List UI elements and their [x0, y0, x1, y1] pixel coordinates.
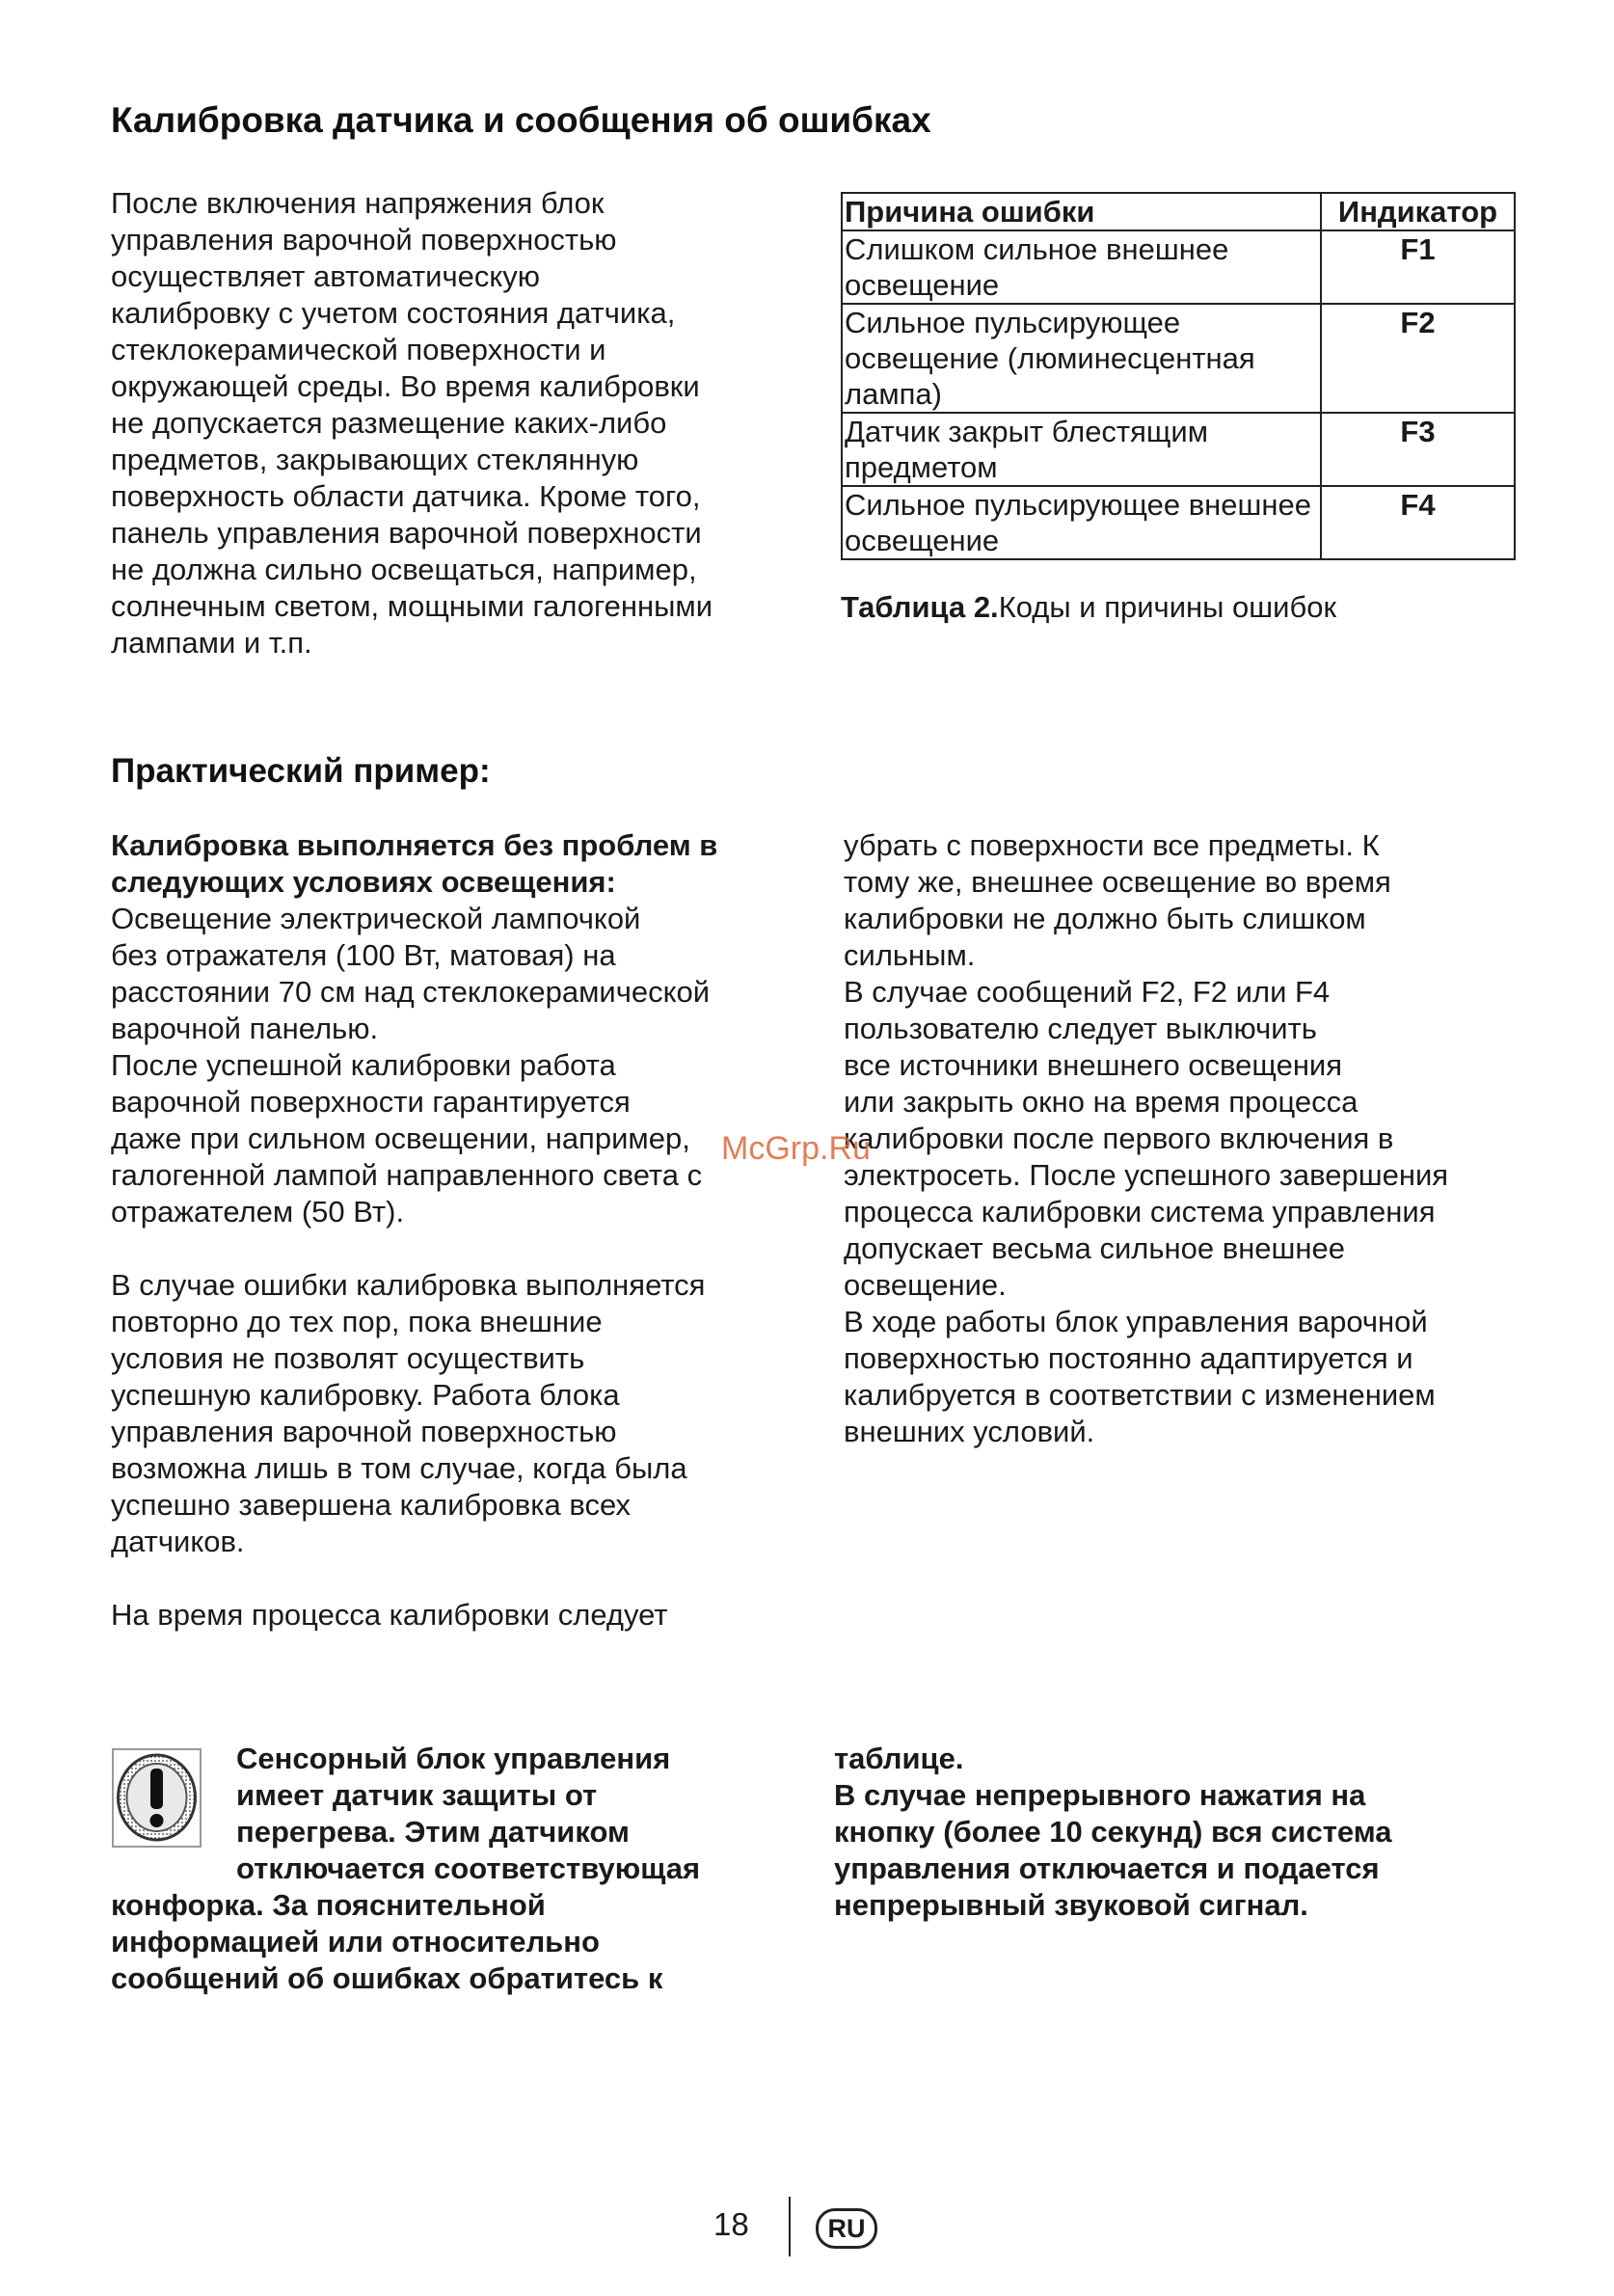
- table-row: [842, 304, 1515, 413]
- footer-divider: [789, 2197, 791, 2256]
- caption-label: Таблица 2.: [841, 590, 999, 624]
- practical-left-1: Освещение электрической лампочкой без отражателя (100 Вт, матовая) на расстоянии 70 см над стеклокерамической варочной панелью. После успешной калибровки работа варочной поверхности гарантируется даже при сильном освещении, например, галогенной лампой направленного света с отражателем (50 Вт).: [111, 902, 711, 1229]
- practical-left-2: В случае ошибки калибровка выполняется повторно до тех пор, пока внешние условия не позволят осуществить успешную калибровку. Работа блока управления варочной поверхностью возможна лишь в том случае, когда была успешно завершена калибровка всех датчиков.: [111, 1268, 706, 1558]
- header-indicator: Индикатор: [1321, 193, 1515, 230]
- error-cause: Сильное пульсирующее освещение (люминесцентная лампа): [842, 304, 1321, 413]
- warning-line: информацией или относительно: [111, 1925, 600, 1958]
- language-badge: RU: [816, 2208, 877, 2249]
- warning-text-left: [111, 1741, 786, 1997]
- error-cause: Сильное пульсирующее внешнее освещение: [842, 486, 1321, 559]
- watermark: McGrp.Ru: [721, 1130, 871, 1167]
- intro-paragraph: После включения напряжения блок управления варочной поверхностью осуществляет автоматическую калибровку с учетом состояния датчика, стеклокерамической поверхности и окружающей среды. Во время калибровки не допускается размещение каких-либо предметов, закрывающих стеклянную поверхность области датчика. Кроме того, панель управления варочной поверхности не должна сильно освещаться, например, солнечным светом, мощными галогенными лампами и т.п.: [111, 186, 713, 660]
- warning-line: перегрева. Этим датчиком: [236, 1815, 630, 1849]
- page-number: 18: [713, 2206, 749, 2242]
- caption-text: Коды и причины ошибок: [998, 590, 1337, 624]
- warning-line: сообщений об ошибках обратитесь к: [111, 1961, 663, 1995]
- error-code: F2: [1321, 304, 1515, 413]
- page-title: Калибровка датчика и сообщения об ошибках: [111, 100, 931, 140]
- table-row: [842, 486, 1515, 559]
- table-caption: [841, 590, 1336, 625]
- error-table: [841, 192, 1516, 560]
- warning-text-right: таблице. В случае непрерывного нажатия на кнопку (более 10 секунд) вся система управления отключается и подается непрерывный звуковой сигнал.: [834, 1742, 1392, 1922]
- error-code: F3: [1321, 413, 1515, 486]
- error-code: F1: [1321, 230, 1515, 304]
- error-code: F4: [1321, 486, 1515, 559]
- practical-right: убрать с поверхности все предметы. К тому же, внешнее освещение во время калибровки не должно быть слишком сильным. В случае сообщений F2, F2 или F4 пользователю следует выключить все источники внешнего освещения или закрыть окно на время процесса калибровки после первого включения в электросеть. После успешного завершения процесса калибровки система управления допускает весьма сильное внешнее освещение. В ходе работы блок управления варочной поверхностью постоянно адаптируется и калибруется в соответствии с изменением внешних условий.: [844, 828, 1449, 1448]
- error-cause: Слишком сильное внешнее освещение: [842, 230, 1321, 304]
- section-title: Практический пример:: [111, 752, 491, 790]
- practical-lead: Калибровка выполняется без проблем в следующих условиях освещения:: [111, 828, 718, 899]
- practical-left-3: На время процесса калибровки следует: [111, 1598, 668, 1632]
- error-table-header: [842, 193, 1515, 230]
- table-row: [842, 230, 1515, 304]
- warning-line: отключается соответствующая: [236, 1851, 701, 1885]
- header-cause: Причина ошибки: [842, 193, 1321, 230]
- warning-line: конфорка. За пояснительной: [111, 1888, 546, 1922]
- warning-line: Сенсорный блок управления: [236, 1742, 671, 1775]
- warning-line: имеет датчик защиты от: [236, 1778, 598, 1812]
- error-cause: Датчик закрыт блестящим предметом: [842, 413, 1321, 486]
- table-row: [842, 413, 1515, 486]
